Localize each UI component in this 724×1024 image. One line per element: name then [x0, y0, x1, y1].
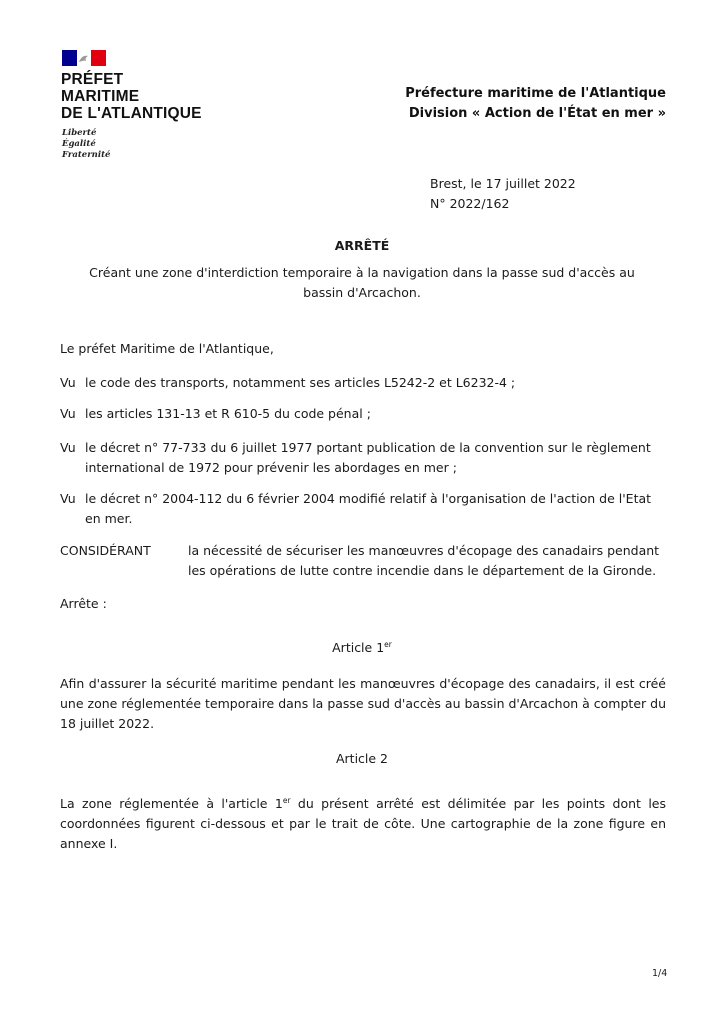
authority-line-1: Préfecture maritime de l'Atlantique	[405, 86, 666, 101]
article-1-text: Afin d'assurer la sécurité maritime pendant les manœuvres d'écopage des canadairs, il est créé une zone réglementée temporaire dans la passe sud d'accès au bassin d'Arcachon à compter du 18 juillet 2022.	[60, 676, 666, 731]
vu-label: Vu	[60, 375, 76, 390]
decree-number: N° 2022/162	[430, 196, 510, 211]
authority-line-2: Division « Action de l'État en mer »	[408, 106, 666, 121]
considerant-text: la nécessité de sécuriser les manœuvres d'écopage des canadairs pendant les opérations de lutte contre incendie dans le département de la Gironde.	[188, 543, 660, 578]
vu-text: le décret n° 77-733 du 6 juillet 1977 portant publication de la convention sur le règlement international de 1972 pour prévenir les abordages en mer ;	[85, 440, 651, 475]
logo-line-3: DE L'ATLANTIQUE	[61, 105, 202, 122]
article-1-title: Article 1	[332, 640, 385, 656]
intro-line: Le préfet Maritime de l'Atlantique,	[60, 341, 274, 356]
vu-text: le décret n° 2004-112 du 6 février 2004 modifié relatif à l'organisation de l'action de l'Etat en mer.	[85, 491, 652, 526]
vu-item	[60, 489, 670, 529]
article-2-text-after: du présent arrêté est délimitée par les points dont les coordonnées figurent ci-dessous et par le trait de côte. Une cartographie de la zone figure en annexe I.	[60, 796, 666, 852]
document-subtitle: Créant une zone d'interdiction temporaire à la navigation dans la passe sud d'accès au bassin d'Arcachon.	[89, 265, 635, 300]
motto-fraternite: Fraternité	[62, 150, 111, 160]
issuing-authority	[390, 84, 666, 124]
vu-label: Vu	[60, 491, 76, 506]
article-2-text-sup: er	[282, 796, 291, 805]
motto-egalite: Égalité	[62, 139, 96, 149]
article-2-text	[60, 791, 666, 854]
vu-label: Vu	[60, 440, 76, 455]
considerant-label: CONSIDÉRANT	[60, 543, 151, 558]
vu-item	[60, 373, 670, 393]
page-number: 1/4	[652, 968, 668, 979]
place-and-date-block	[430, 174, 576, 214]
prefet-logo-title	[61, 71, 202, 122]
logo-line-2: MARITIME	[61, 88, 140, 105]
vu-label: Vu	[60, 406, 76, 421]
arrete-line: Arrête :	[60, 596, 107, 611]
article-2-heading: Article 2	[335, 751, 389, 766]
document-title: ARRÊTÉ	[334, 238, 390, 253]
republic-motto	[62, 128, 110, 161]
article-1-sup: er	[384, 640, 392, 649]
vu-text: le code des transports, notamment ses articles L5242-2 et L6232-4 ;	[85, 375, 516, 390]
vu-text: les articles 131-13 et R 610-5 du code pénal ;	[85, 406, 371, 421]
marianne-flag-logo	[62, 50, 106, 66]
article-1-heading	[0, 640, 724, 655]
article-2-text-before: La zone réglementée à l'article 1	[60, 796, 283, 812]
vu-item	[60, 438, 670, 478]
vu-item	[60, 404, 670, 424]
motto-liberte: Liberté	[62, 128, 97, 138]
logo-line-1: PRÉFET	[61, 71, 124, 88]
place-date: Brest, le 17 juillet 2022	[430, 176, 576, 191]
